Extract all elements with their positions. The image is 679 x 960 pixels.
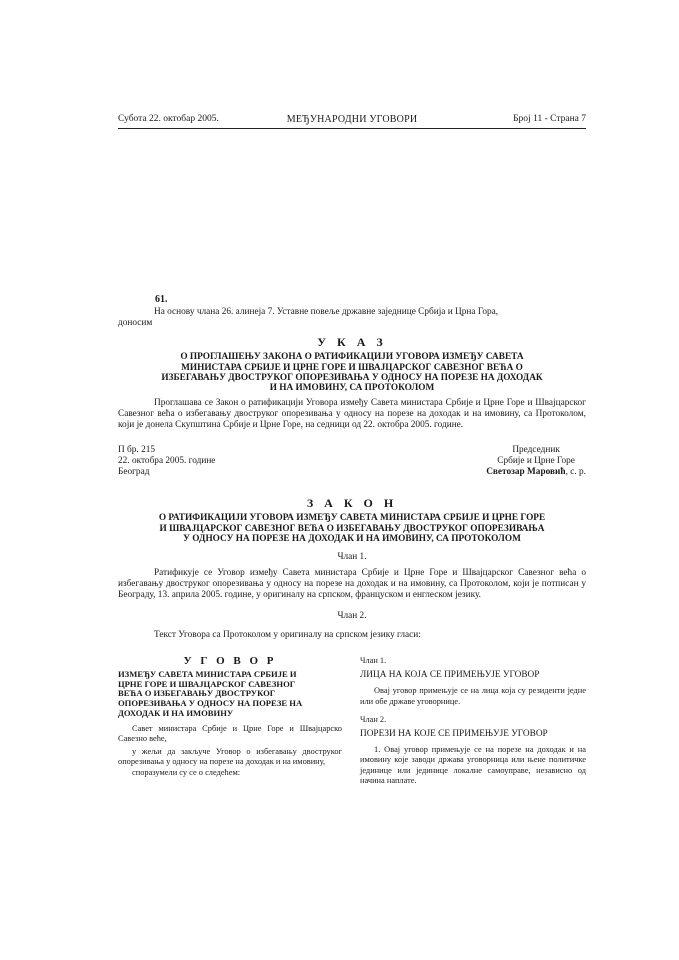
zakon-section — [118, 498, 586, 642]
zakon-title: З А К О Н — [306, 496, 398, 510]
ukaz-subtitle-line: ИЗБЕГАВАЊУ ДВОСТРУКОГ ОПОРЕЗИВАЊА У ОДНОСУ НА ПОРЕЗЕ НА ДОХОДАК — [161, 373, 543, 384]
zakon-subtitle — [118, 513, 586, 544]
header-date: Субота 22. октобар 2005. — [118, 114, 219, 124]
art2-label: Члан 2. — [360, 714, 387, 724]
preamble-line1: На основу члана 26. алинеја 7. Уставне повеље државне заједнице Србија и Црна Гора, — [154, 307, 499, 317]
signature-right — [486, 445, 586, 479]
signature-place: Београд — [118, 467, 150, 478]
signature-suffix: , с. р. — [565, 467, 586, 478]
item-number: 61. — [155, 294, 168, 305]
zakon-subtitle-line: У ОДНОСУ НА ПОРЕЗЕ НА ДОХОДАК И НА ИМОВИНУ, СА ПРОТОКОЛОМ — [183, 534, 521, 545]
ugovor-party: Савет министара Србије и Црне Горе и Швајцарско Савезно веће, — [118, 724, 342, 744]
zakon-subtitle-line: О РАТИФИКАЦИЈИ УГОВОРА ИЗМЕЂУ САВЕТА МИНИСТАРА СРБИЈЕ И ЦРНЕ ГОРЕ — [158, 513, 546, 524]
ukaz-section — [118, 337, 586, 431]
art1-title: ЛИЦА НА КОЈА СЕ ПРИМЕЊУЈЕ УГОВОР — [360, 670, 540, 681]
signature-role: Председник — [512, 445, 560, 455]
ugovor-subtitle-line: ВЕЋА О ИЗБЕГАВАЊУ ДВОСТРУКОГ — [118, 688, 276, 699]
ukaz-text: Проглашава се Закон о ратификацији Уговора између Савета министара Србије и Црне Горе и Швајцарског Савезног већа о избегавању двоструког опорезивања у односу на порезе на доходак и на имовину, са Протоколом, који је донела Скупштина Србије и Црне Горе, на седници од 22. октобра 2005. године. — [118, 397, 586, 431]
ugovor-subtitle — [118, 670, 342, 718]
page-header — [118, 114, 586, 128]
ugovor-subtitle-line: ОПОРЕЗИВАЊА У ОДНОСУ НА ПОРЕЗЕ НА — [118, 697, 303, 708]
art2-title: ПОРЕЗИ НА КОЈЕ СЕ ПРИМЕЊУЈЕ УГОВОР — [360, 729, 548, 740]
ugovor-left-column — [118, 656, 342, 778]
article2-text: Текст Уговора са Протоколом у оригиналу на српском језику гласи: — [154, 630, 421, 641]
article1-label: Члан 1. — [337, 552, 367, 563]
ukaz-title: У К А З — [317, 335, 387, 349]
zakon-subtitle-line: И ШВАЈЦАРСКОГ САВЕЗНОГ ВЕЋА О ИЗБЕГАВАЊУ ДВОСТРУКОГ ОПОРЕЗИВАЊА — [159, 523, 545, 534]
signature-name-line — [486, 467, 586, 478]
ugovor-title: У Г О В О Р — [183, 655, 277, 667]
ugovor-subtitle-line: ДОХОДАК И НА ИМОВИНУ — [118, 707, 234, 718]
signature-ref: П бр. 215 — [118, 445, 156, 455]
ugovor-agreed: споразумели су се о следећем: — [132, 767, 241, 777]
ugovor-subtitle-line: ИЗМЕЂУ САВЕТА МИНИСТАРА СРБИЈЕ И — [118, 669, 297, 680]
art1-text: Овај уговор примењује се на лица која су резиденти једне или обе државе уговорнице. — [360, 686, 586, 706]
ukaz-subtitle-line: О ПРОГЛАШЕЊУ ЗАКОНА О РАТИФИКАЦИЈИ УГОВОРА ИЗМЕЂУ САВЕТА — [180, 352, 524, 363]
article2-label: Члан 2. — [337, 611, 367, 622]
header-publication: МЕЂУНАРОДНИ УГОВОРИ — [286, 114, 418, 125]
ugovor-right-column — [360, 656, 586, 786]
signature-name: Светозар Маровић — [486, 467, 566, 478]
ugovor-desire: у жељи да закључе Уговор о избегавању двоструког опорезивања у односу на порезе на доходак и на имовину, — [118, 746, 342, 766]
ugovor-subtitle-line: ЦРНЕ ГОРЕ И ШВАЈЦАРСКОГ САВЕЗНОГ — [118, 678, 296, 689]
ukaz-subtitle-line: И НА ИМОВИНУ, СА ПРОТОКОЛОМ — [269, 383, 435, 394]
preamble — [118, 307, 586, 329]
header-issue: Број 11 - Страна 7 — [513, 114, 586, 124]
ukaz-subtitle — [118, 352, 586, 394]
art1-label: Члан 1. — [360, 656, 387, 665]
signature-left — [118, 445, 215, 479]
preamble-line2: доносим — [118, 318, 153, 329]
art2-text: 1. Овај уговор примењује се на порезе на доходак и на имовину које заводи држава уговорница или њене политичке јединице или јединице локалне самоуправе, независно од начина наплате. — [360, 745, 586, 785]
signature-date: 22. октобра 2005. године — [118, 456, 216, 467]
header-rule — [118, 128, 586, 129]
ukaz-subtitle-line: МИНИСТАРА СРБИЈЕ И ЦРНЕ ГОРЕ И ШВАЈЦАРСКОГ САВЕЗНОГ ВЕЋА О — [181, 362, 523, 373]
article1-text: Ратификује се Уговор између Савета министара Србије и Црне Горе и Швајцарског Савезног већа о избегавању двоструког опорезивања у односу на порезе на доходак и на имовину, са Протоколом, који је потписан у Београду, 13. априла 2005. године, у оригиналу на српском, француском и енглеском језику. — [118, 567, 586, 601]
signature-state: Србије и Црне Горе — [497, 456, 575, 467]
